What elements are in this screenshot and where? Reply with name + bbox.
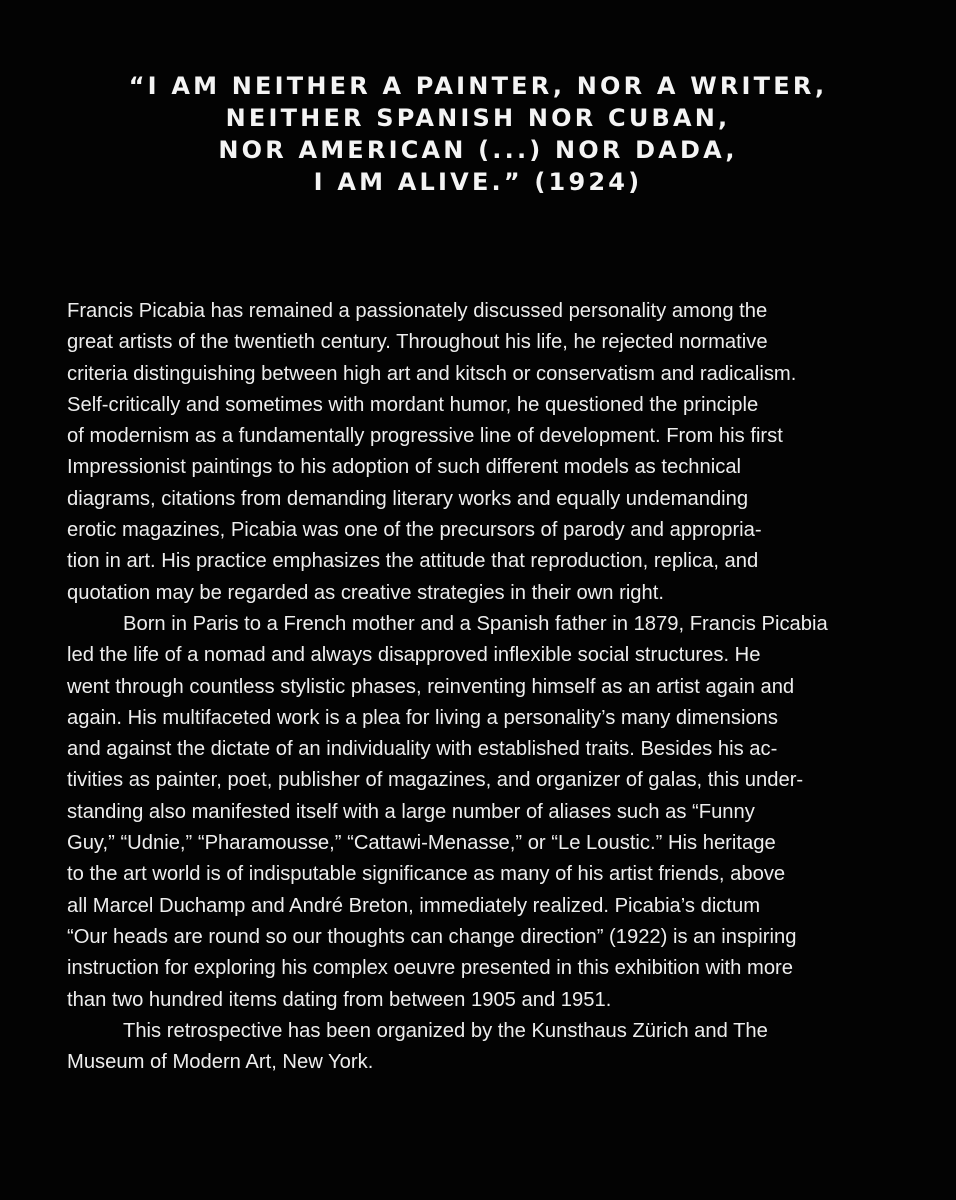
quote-line: I AM ALIVE.” (1924)	[313, 168, 643, 196]
body-text	[67, 296, 897, 1078]
paragraph-1-line: Self-critically and sometimes with mordant humor, he questioned the principle	[67, 393, 759, 416]
paragraph-2-line: standing also manifested itself with a large number of aliases such as “Funny	[67, 800, 755, 823]
paragraph-2-line: Born in Paris to a French mother and a Spanish father in 1879, Francis Picabia	[123, 612, 828, 635]
paragraph-1-line: Impressionist paintings to his adoption of such different models as technical	[67, 456, 742, 479]
paragraph-2-line: than two hundred items dating from between 1905 and 1951.	[67, 988, 612, 1011]
paragraph-2-line: and against the dictate of an individuality with established traits. Besides his ac-	[67, 738, 778, 761]
paragraph-2-line: instruction for exploring his complex oeuvre presented in this exhibition with more	[67, 957, 793, 980]
quote-line: “I AM NEITHER A PAINTER, NOR A WRITER,	[128, 72, 828, 100]
paragraph-2-line: to the art world is of indisputable significance as many of his artist friends, above	[67, 863, 786, 886]
quote-line: NOR AMERICAN (...) NOR DADA,	[218, 136, 738, 164]
paragraph-1-line: diagrams, citations from demanding literary works and equally undemanding	[67, 487, 749, 510]
paragraph-1-line: tion in art. His practice emphasizes the attitude that reproduction, replica, and	[67, 550, 759, 573]
paragraph-2-line: again. His multifaceted work is a plea for living a personality’s many dimensions	[67, 706, 779, 729]
quote-line: NEITHER SPANISH NOR CUBAN,	[225, 104, 731, 132]
quote-heading	[0, 70, 956, 198]
paragraph-2-line: “Our heads are round so our thoughts can change direction” (1922) is an inspiring	[67, 925, 797, 948]
paragraph-3-line: Museum of Modern Art, New York.	[67, 1051, 374, 1074]
paragraph-1-line: criteria distinguishing between high art and kitsch or conservatism and radicalism.	[67, 362, 797, 385]
paragraph-2-line: Guy,” “Udnie,” “Pharamousse,” “Cattawi-Menasse,” or “Le Loustic.” His heritage	[67, 832, 776, 855]
paragraph-1-line: of modernism as a fundamentally progressive line of development. From his first	[67, 425, 783, 448]
paragraph-2-line: led the life of a nomad and always disapproved inflexible social structures. He	[67, 644, 761, 667]
paragraph-2-line: all Marcel Duchamp and André Breton, immediately realized. Picabia’s dictum	[67, 894, 761, 917]
paragraph-1-line: erotic magazines, Picabia was one of the precursors of parody and appropria-	[67, 519, 762, 542]
paragraph-1-line: great artists of the twentieth century. Throughout his life, he rejected normative	[67, 331, 768, 354]
paragraph-3-line: This retrospective has been organized by the Kunsthaus Zürich and The	[123, 1019, 768, 1042]
paragraph-1-line: Francis Picabia has remained a passionately discussed personality among the	[67, 300, 768, 322]
paragraph-1-line: quotation may be regarded as creative strategies in their own right.	[67, 581, 664, 604]
paragraph-2-line: went through countless stylistic phases, reinventing himself as an artist again and	[67, 675, 795, 698]
paragraph-2-line: tivities as painter, poet, publisher of magazines, and organizer of galas, this under-	[67, 769, 804, 792]
